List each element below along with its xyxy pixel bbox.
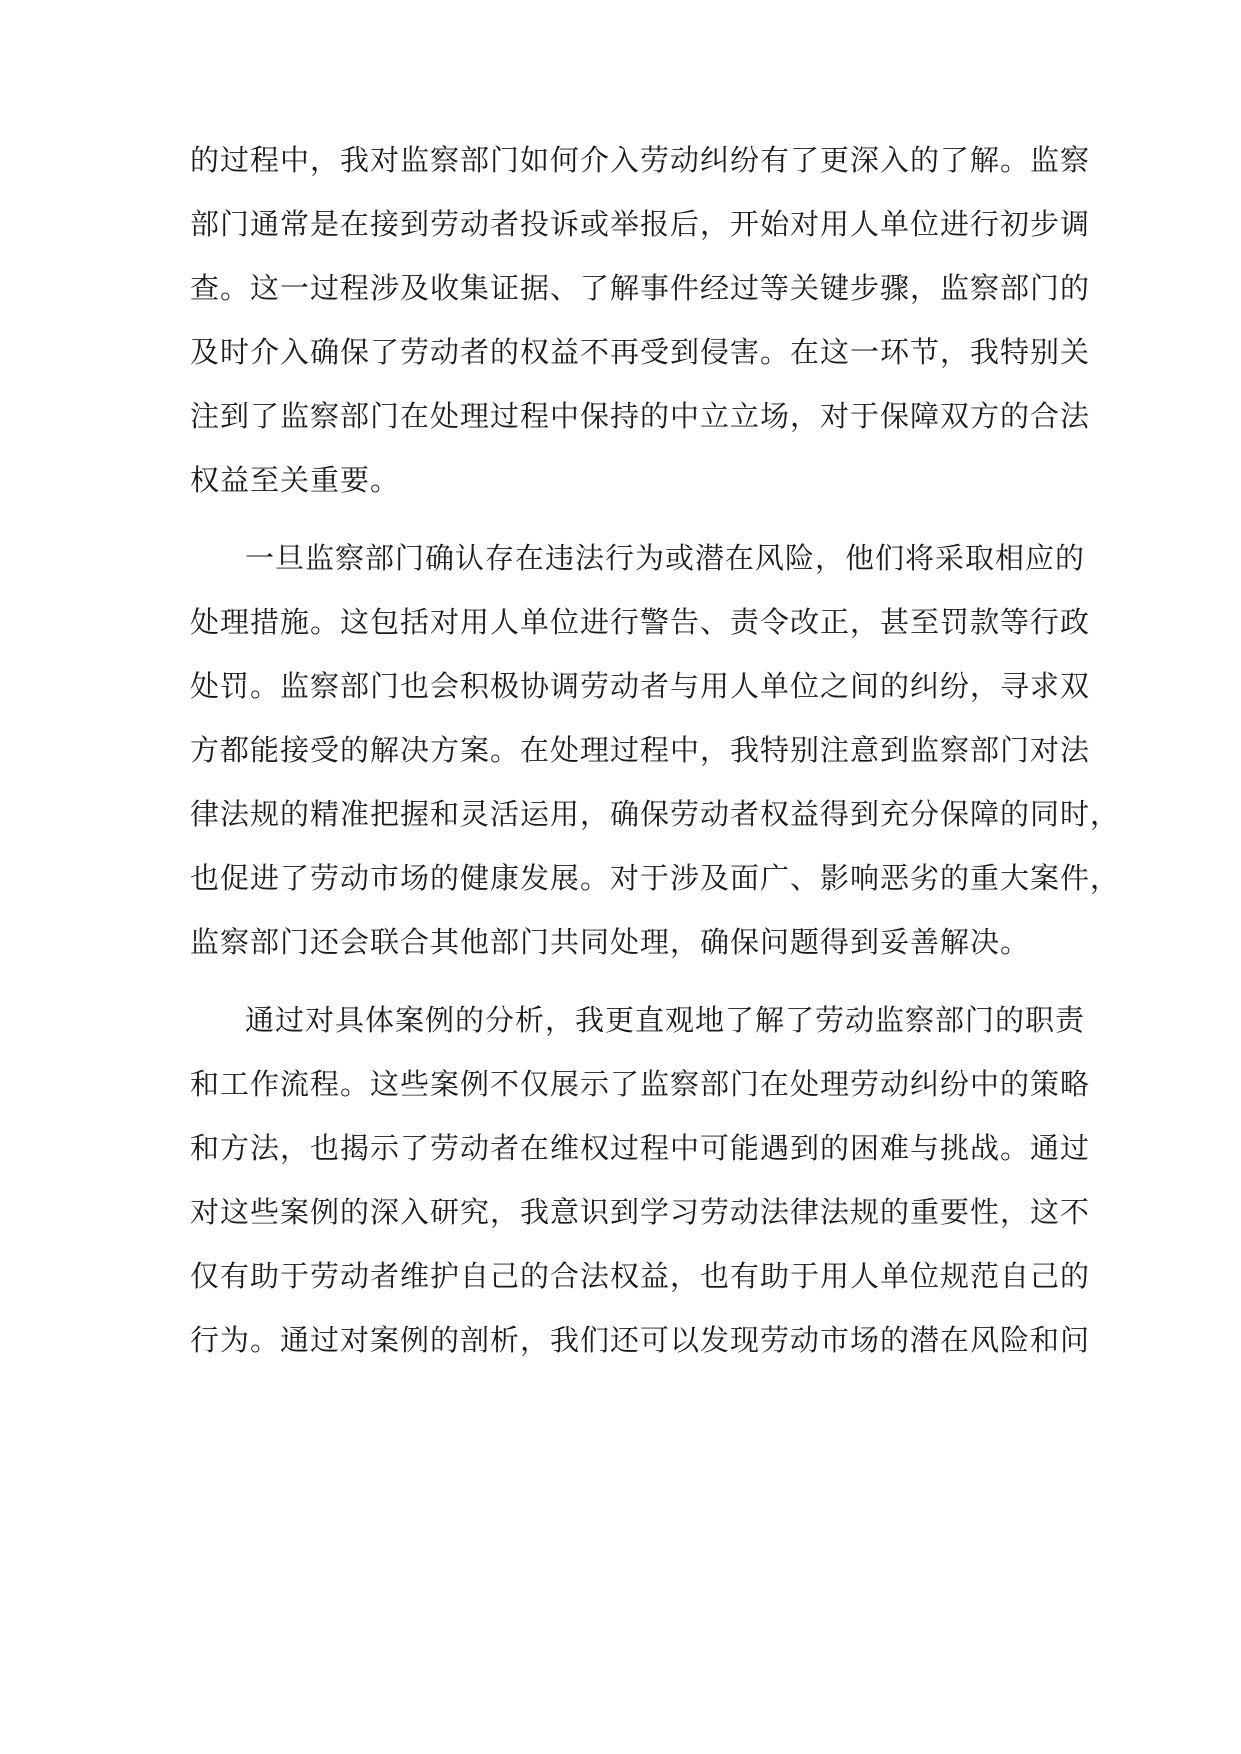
- paragraph-1-line-2: 部门通常是在接到劳动者投诉或举报后，开始对用人单位进行初步调: [190, 207, 1091, 241]
- paragraph-2-line-5: 律法规的精准把握和灵活运用，确保劳动者权益得到充分保障的同时，: [190, 797, 1121, 831]
- paragraph-1-line-5: 注到了监察部门在处理过程中保持的中立立场，对于保障双方的合法: [190, 399, 1091, 433]
- paragraph-2-line-2: 处理措施。这包括对用人单位进行警告、责令改正，甚至罚款等行政: [190, 605, 1091, 639]
- paragraph-1-line-1: 的过程中，我对监察部门如何介入劳动纠纷有了更深入的了解。监察: [190, 143, 1091, 177]
- paragraph-2-line-6: 也促进了劳动市场的健康发展。对于涉及面广、影响恶劣的重大案件，: [190, 861, 1121, 895]
- paragraph-2-line-1: 一旦监察部门确认存在违法行为或潜在风险，他们将采取相应的: [245, 541, 1086, 575]
- paragraph-3-line-6: 行为。通过对案例的剖析，我们还可以发现劳动市场的潜在风险和问: [190, 1323, 1091, 1357]
- paragraph-2-line-7: 监察部门还会联合其他部门共同处理，确保问题得到妥善解决。: [190, 925, 1031, 959]
- paragraph-1-line-3: 查。这一过程涉及收集证据、了解事件经过等关键步骤，监察部门的: [190, 271, 1091, 305]
- paragraph-1-line-4: 及时介入确保了劳动者的权益不再受到侵害。在这一环节，我特别关: [190, 335, 1091, 369]
- paragraph-2-line-3: 处罚。监察部门也会积极协调劳动者与用人单位之间的纠纷，寻求双: [190, 669, 1091, 703]
- paragraph-3-line-5: 仅有助于劳动者维护自己的合法权益，也有助于用人单位规范自己的: [190, 1259, 1091, 1293]
- paragraph-3-line-3: 和方法，也揭示了劳动者在维权过程中可能遇到的困难与挑战。通过: [190, 1131, 1091, 1165]
- paragraph-3-line-1: 通过对具体案例的分析，我更直观地了解了劳动监察部门的职责: [245, 1003, 1086, 1037]
- paragraph-1-line-6: 权益至关重要。: [190, 463, 401, 497]
- paragraph-3-line-2: 和工作流程。这些案例不仅展示了监察部门在处理劳动纠纷中的策略: [190, 1067, 1091, 1101]
- paragraph-2-line-4: 方都能接受的解决方案。在处理过程中，我特别注意到监察部门对法: [190, 733, 1091, 767]
- paragraph-3-line-4: 对这些案例的深入研究，我意识到学习劳动法律法规的重要性，这不: [190, 1195, 1091, 1229]
